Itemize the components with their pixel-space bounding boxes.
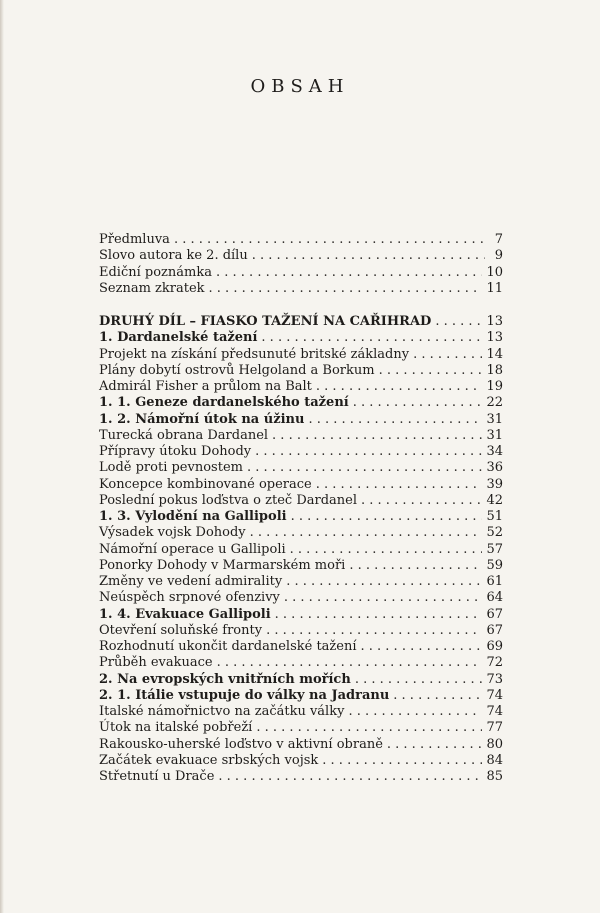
dot-leader <box>216 265 482 281</box>
toc-entry <box>99 590 503 606</box>
dot-leader <box>290 542 483 558</box>
toc-entry <box>99 428 503 444</box>
toc-entry-label: Seznam zkratek <box>99 280 205 296</box>
toc-entry <box>99 444 503 460</box>
toc-entry-page: 19 <box>486 379 503 394</box>
dot-leader <box>252 248 485 264</box>
dot-leader <box>387 737 483 753</box>
toc-entry <box>99 493 503 509</box>
toc-entry-label: Otevření soluňské fronty <box>99 622 263 638</box>
toc-entry-page: 67 <box>486 622 503 638</box>
toc-entry-label: Začátek evakuace srbských vojsk <box>99 752 319 768</box>
toc-entry <box>99 460 503 476</box>
dot-leader <box>217 655 483 671</box>
toc-entry-page: 13 <box>486 330 503 346</box>
toc-entry-label: Poslední pokus loďstva o zteč Dardanel <box>99 492 358 508</box>
toc-entry-page: 51 <box>486 509 503 524</box>
toc-entry-label: Předmluva <box>99 232 170 247</box>
toc-entry <box>99 607 503 623</box>
toc-entry <box>99 558 503 574</box>
dot-leader <box>255 444 482 460</box>
toc-entry-label: Turecká obrana Dardanel <box>99 427 269 443</box>
toc-entry-label: Námořní operace u Gallipoli <box>99 541 286 557</box>
toc-entry-page: 61 <box>486 574 503 589</box>
toc-entry <box>99 379 503 395</box>
toc-entry-label: Ponorky Dohody v Marmarském moři <box>99 557 346 573</box>
toc-entry-page: 74 <box>486 687 503 703</box>
toc-entry-page: 57 <box>486 541 503 557</box>
toc-entry-page: 73 <box>486 671 503 687</box>
toc-entry <box>99 363 503 379</box>
toc-entry-page: 36 <box>486 460 503 476</box>
toc-entry-page: 7 <box>494 232 503 247</box>
dot-leader <box>275 607 483 623</box>
dot-leader <box>322 753 482 769</box>
toc-entry-label: Admirál Fisher a průlom na Balt <box>99 379 312 394</box>
toc-entry-page: 85 <box>486 769 503 784</box>
toc-entry-page: 10 <box>486 264 503 280</box>
toc-entry-label: Změny ve vedení admirality <box>99 574 283 589</box>
toc-entry <box>99 737 503 753</box>
page-edge <box>0 0 4 913</box>
toc-entry <box>99 347 503 363</box>
toc-entry-page: 31 <box>486 427 503 443</box>
toc-entry-page: 64 <box>486 590 503 606</box>
toc-entry <box>99 542 503 558</box>
dot-leader <box>348 704 482 720</box>
dot-leader <box>247 460 482 476</box>
toc-entry-page: 84 <box>486 752 503 768</box>
toc-entry <box>99 639 503 655</box>
toc-entry-page: 69 <box>486 639 503 654</box>
toc-entry <box>99 314 503 330</box>
dot-leader <box>284 590 483 606</box>
dot-leader <box>209 281 483 297</box>
toc-entry-page: 72 <box>486 655 503 671</box>
toc-entry-label: 1. 3. Vylodění na Gallipoli <box>99 509 287 524</box>
dot-leader <box>361 639 483 655</box>
dot-leader <box>250 525 483 541</box>
toc-entry-page: 74 <box>486 704 503 719</box>
toc-entry <box>99 281 503 297</box>
toc-entry-label: Střetnutí u Drače <box>99 769 215 784</box>
toc-entry <box>99 477 503 493</box>
toc-front-matter <box>99 232 503 297</box>
dot-leader <box>316 379 483 395</box>
dot-leader <box>316 477 483 493</box>
toc-entry <box>99 395 503 411</box>
toc-entry <box>99 265 503 281</box>
toc-entry-label: DRUHÝ DÍL – FIASKO TAŽENÍ NA CAŘIHRAD <box>99 314 432 329</box>
toc-entry <box>99 753 503 769</box>
toc-entry-page: 59 <box>486 557 503 573</box>
dot-leader <box>393 688 482 704</box>
toc-entry-page: 18 <box>486 362 503 378</box>
dot-leader <box>353 395 483 411</box>
toc-main-list <box>99 314 503 785</box>
toc-entry-page: 77 <box>486 720 503 736</box>
toc-entry-label: 1. 4. Evakuace Gallipoli <box>99 606 271 622</box>
toc-entry-page: 9 <box>494 248 503 264</box>
toc-entry <box>99 704 503 720</box>
toc-entry-label: 2. Na evropských vnitřních mořích <box>99 671 351 687</box>
toc-entry <box>99 330 503 346</box>
dot-leader <box>272 428 482 444</box>
toc-entry-page: 22 <box>486 395 503 411</box>
toc-entry-label: Rozhodnutí ukončit dardanelské tažení <box>99 639 357 654</box>
toc-entry-label: Lodě proti pevnostem <box>99 460 243 476</box>
dot-leader <box>218 769 482 785</box>
toc-entry <box>99 574 503 590</box>
toc-entry-page: 11 <box>486 280 503 296</box>
toc-entry <box>99 720 503 736</box>
toc-entry-label: 1. Dardanelské tažení <box>99 330 258 346</box>
toc-entry-page: 80 <box>486 736 503 752</box>
toc-entry <box>99 525 503 541</box>
dot-leader <box>261 330 482 346</box>
dot-leader <box>308 412 482 428</box>
toc-entry-page: 13 <box>486 314 503 329</box>
toc-entry <box>99 623 503 639</box>
toc-entry <box>99 688 503 704</box>
dot-leader <box>266 623 482 639</box>
dot-leader <box>286 574 482 590</box>
toc-entry-label: Plány dobytí ostrovů Helgoland a Borkum <box>99 362 375 378</box>
toc-entry <box>99 248 503 264</box>
dot-leader <box>435 314 482 330</box>
dot-leader <box>291 509 483 525</box>
dot-leader <box>174 232 485 248</box>
toc-entry-label: Rakousko-uherské loďstvo v aktivní obraně <box>99 736 383 752</box>
dot-leader <box>256 720 482 736</box>
toc-entry <box>99 412 503 428</box>
dot-leader <box>355 672 483 688</box>
toc-entry-label: 1. 2. Námořní útok na úžinu <box>99 411 305 427</box>
toc-entry <box>99 672 503 688</box>
toc-entry-label: Italské námořnictvo na začátku války <box>99 704 345 719</box>
toc-entry-page: 14 <box>486 346 503 362</box>
dot-leader <box>379 363 483 379</box>
toc-entry-label: Útok na italské pobřeží <box>99 720 253 736</box>
toc-entry <box>99 655 503 671</box>
dot-leader <box>349 558 482 574</box>
toc-entry-page: 67 <box>486 606 503 622</box>
toc-entry-label: Koncepce kombinované operace <box>99 476 312 492</box>
toc-entry-label: Průběh evakuace <box>99 655 213 671</box>
toc-entry-label: Projekt na získání předsunuté britské základny <box>99 346 410 362</box>
toc-entry-page: 52 <box>486 525 503 541</box>
toc-entry-label: Slovo autora ke 2. dílu <box>99 248 248 264</box>
toc-entry-label: Neúspěch srpnové ofenzivy <box>99 590 280 606</box>
toc-entry <box>99 769 503 785</box>
toc-entry <box>99 509 503 525</box>
toc-entry-label: 2. 1. Itálie vstupuje do války na Jadranu <box>99 687 390 703</box>
dot-leader <box>361 493 482 509</box>
toc-entry-page: 34 <box>486 444 503 459</box>
toc-entry-page: 31 <box>486 411 503 427</box>
page-title: OBSAH <box>250 76 350 98</box>
toc-entry-label: Přípravy útoku Dohody <box>99 444 252 459</box>
toc-entry-page: 42 <box>486 492 503 508</box>
dot-leader <box>413 347 482 363</box>
toc-entry-label: 1. 1. Geneze dardanelského tažení <box>99 395 349 411</box>
toc-entry-label: Výsadek vojsk Dohody <box>99 525 246 541</box>
toc-entry-page: 39 <box>486 476 503 492</box>
toc-entry <box>99 232 503 248</box>
toc-entry-label: Ediční poznámka <box>99 264 212 280</box>
